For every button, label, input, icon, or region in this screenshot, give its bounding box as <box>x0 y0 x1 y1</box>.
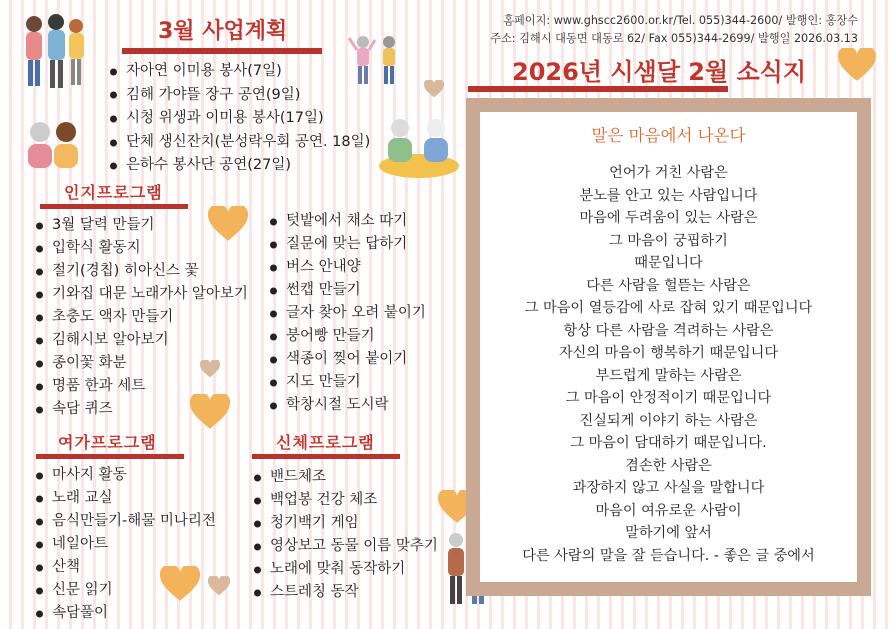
list-item: 노래에 맞춰 동작하기 <box>252 558 438 581</box>
address-line: 주소: 김해시 대동면 대동로 62/ Fax 055)344-2699/ 발행일 2026.03.13 <box>490 32 858 45</box>
list-item: 영상보고 동물 이름 맞추기 <box>252 535 438 558</box>
poem-line: 때문입니다 <box>634 255 703 271</box>
list-item: 텃밭에서 채소 따기 <box>268 210 426 233</box>
poem-line: 그 마음이 담대하기 때문입니다. <box>570 435 767 451</box>
poem-line: 과장하지 않고 사실을 말합니다 <box>572 480 765 496</box>
list-item: 스트레칭 동작 <box>252 581 438 604</box>
contact-line: 홈페이지: www.ghscc2600.or.kr/Tel. 055)344-2600/ 발행인: 홍장수 <box>503 14 858 27</box>
poem-line: 다른 사람을 헐뜯는 사람은 <box>586 277 751 294</box>
physical-list <box>252 466 438 604</box>
list-item: 음식만들기-해물 미나리전 <box>34 510 216 533</box>
newsletter-title: 2026년 시샘달 2월 소식지 <box>512 58 807 86</box>
list-item: 속담 퀴즈 <box>34 398 248 421</box>
cognitive-underline <box>40 204 188 209</box>
leisure-title: 여가프로그램 <box>58 433 157 452</box>
list-item: 입학식 활동지 <box>34 237 248 260</box>
list-item: 백업봉 건강 체조 <box>252 489 438 512</box>
plan-item: 자아연 이미용 봉사(7일) <box>108 60 370 84</box>
poem-body <box>480 162 857 567</box>
list-item: 속담풀이 <box>34 602 216 625</box>
grandparents-illustration <box>22 118 82 170</box>
plan-item: 시청 위생과 이미용 봉사(17일) <box>108 107 370 131</box>
list-item: 절기(경칩) 히아신스 꽃 <box>34 260 248 283</box>
list-item: 학창시절 도시락 <box>268 394 426 417</box>
list-item: 김해시보 알아보기 <box>34 329 248 352</box>
list-item: 노래 교실 <box>34 487 216 510</box>
list-item: 썬캡 만들기 <box>268 279 426 302</box>
poem-line: 언어가 거친 사람은 <box>609 165 728 181</box>
leisure-underline <box>36 454 184 459</box>
list-item: 붕어빵 만들기 <box>268 325 426 348</box>
list-item: 청기백기 게임 <box>252 512 438 535</box>
elderly-couple-illustration <box>378 112 460 180</box>
poem-line: 분노를 안고 있는 사람입니다 <box>579 187 758 204</box>
list-item: 지도 만들기 <box>268 371 426 394</box>
poem-line: 그 마음이 궁핍하기 <box>609 232 728 249</box>
list-item: 신문 읽기 <box>34 579 216 602</box>
poem-line: 항상 다른 사람을 격려하는 사람은 <box>563 322 774 339</box>
newsletter-title-underline <box>468 86 728 92</box>
poem-line: 그 마음이 열등감에 사로 잡혀 있기 때문입니다 <box>524 300 813 316</box>
physical-title: 신체프로그램 <box>276 433 375 452</box>
plan-item: 은하수 봉사단 공연(27일) <box>108 154 370 178</box>
plan-list <box>108 60 370 178</box>
cognitive-title: 인지프로그램 <box>64 183 163 202</box>
list-item: 3월 달력 만들기 <box>34 214 248 237</box>
heart-icon <box>424 80 444 98</box>
poem-line: 진실되게 이야기 하는 사람은 <box>579 412 758 429</box>
list-item: 밴드체조 <box>252 466 438 489</box>
list-item: 명품 한과 세트 <box>34 375 248 398</box>
plan-title: 3월 사업계획 <box>158 19 288 44</box>
physical-underline <box>252 454 400 459</box>
poem-line: 부드럽게 말하는 사람은 <box>595 367 742 384</box>
poem-line: 자신의 마음이 행복하기 때문입니다 <box>558 345 779 361</box>
list-item: 산책 <box>34 556 216 579</box>
cognitive-list-1 <box>34 214 248 421</box>
list-item: 종이꽃 화분 <box>34 352 248 375</box>
poem-line: 마음에 두려움이 있는 사람은 <box>579 210 758 226</box>
family-illustration <box>18 10 90 92</box>
poem-line: 마음이 여유로운 사람이 <box>595 502 742 519</box>
list-item: 색종이 찢어 붙이기 <box>268 348 426 371</box>
leisure-list <box>34 464 216 625</box>
list-item: 초충도 액자 만들기 <box>34 306 248 329</box>
poem-line: 말하기에 앞서 <box>625 525 712 541</box>
poem-line: 그 마음이 안정적이기 때문입니다 <box>565 390 772 406</box>
list-item: 글자 찾아 오려 붙이기 <box>268 302 426 325</box>
poem-title: 말은 마음에서 나온다 <box>591 126 746 145</box>
plan-title-underline <box>122 48 322 54</box>
list-item: 기와집 대문 노래가사 알아보기 <box>34 283 248 306</box>
plan-item: 김해 가야뜰 장구 공연(9일) <box>108 84 370 108</box>
heart-icon <box>838 48 876 82</box>
cognitive-list-2 <box>268 210 426 417</box>
list-item: 네일아트 <box>34 533 216 556</box>
poem-line: 겸손한 사람은 <box>625 457 712 474</box>
poem-line: 다른 사람의 말을 잘 듣습니다. - 좋은 글 중에서 <box>522 547 815 564</box>
header-info <box>490 12 858 48</box>
list-item: 버스 안내양 <box>268 256 426 279</box>
plan-item: 단체 생신잔치(분성락우회 공연. 18일) <box>108 131 370 155</box>
list-item: 질문에 맞는 답하기 <box>268 233 426 256</box>
list-item: 마사지 활동 <box>34 464 216 487</box>
